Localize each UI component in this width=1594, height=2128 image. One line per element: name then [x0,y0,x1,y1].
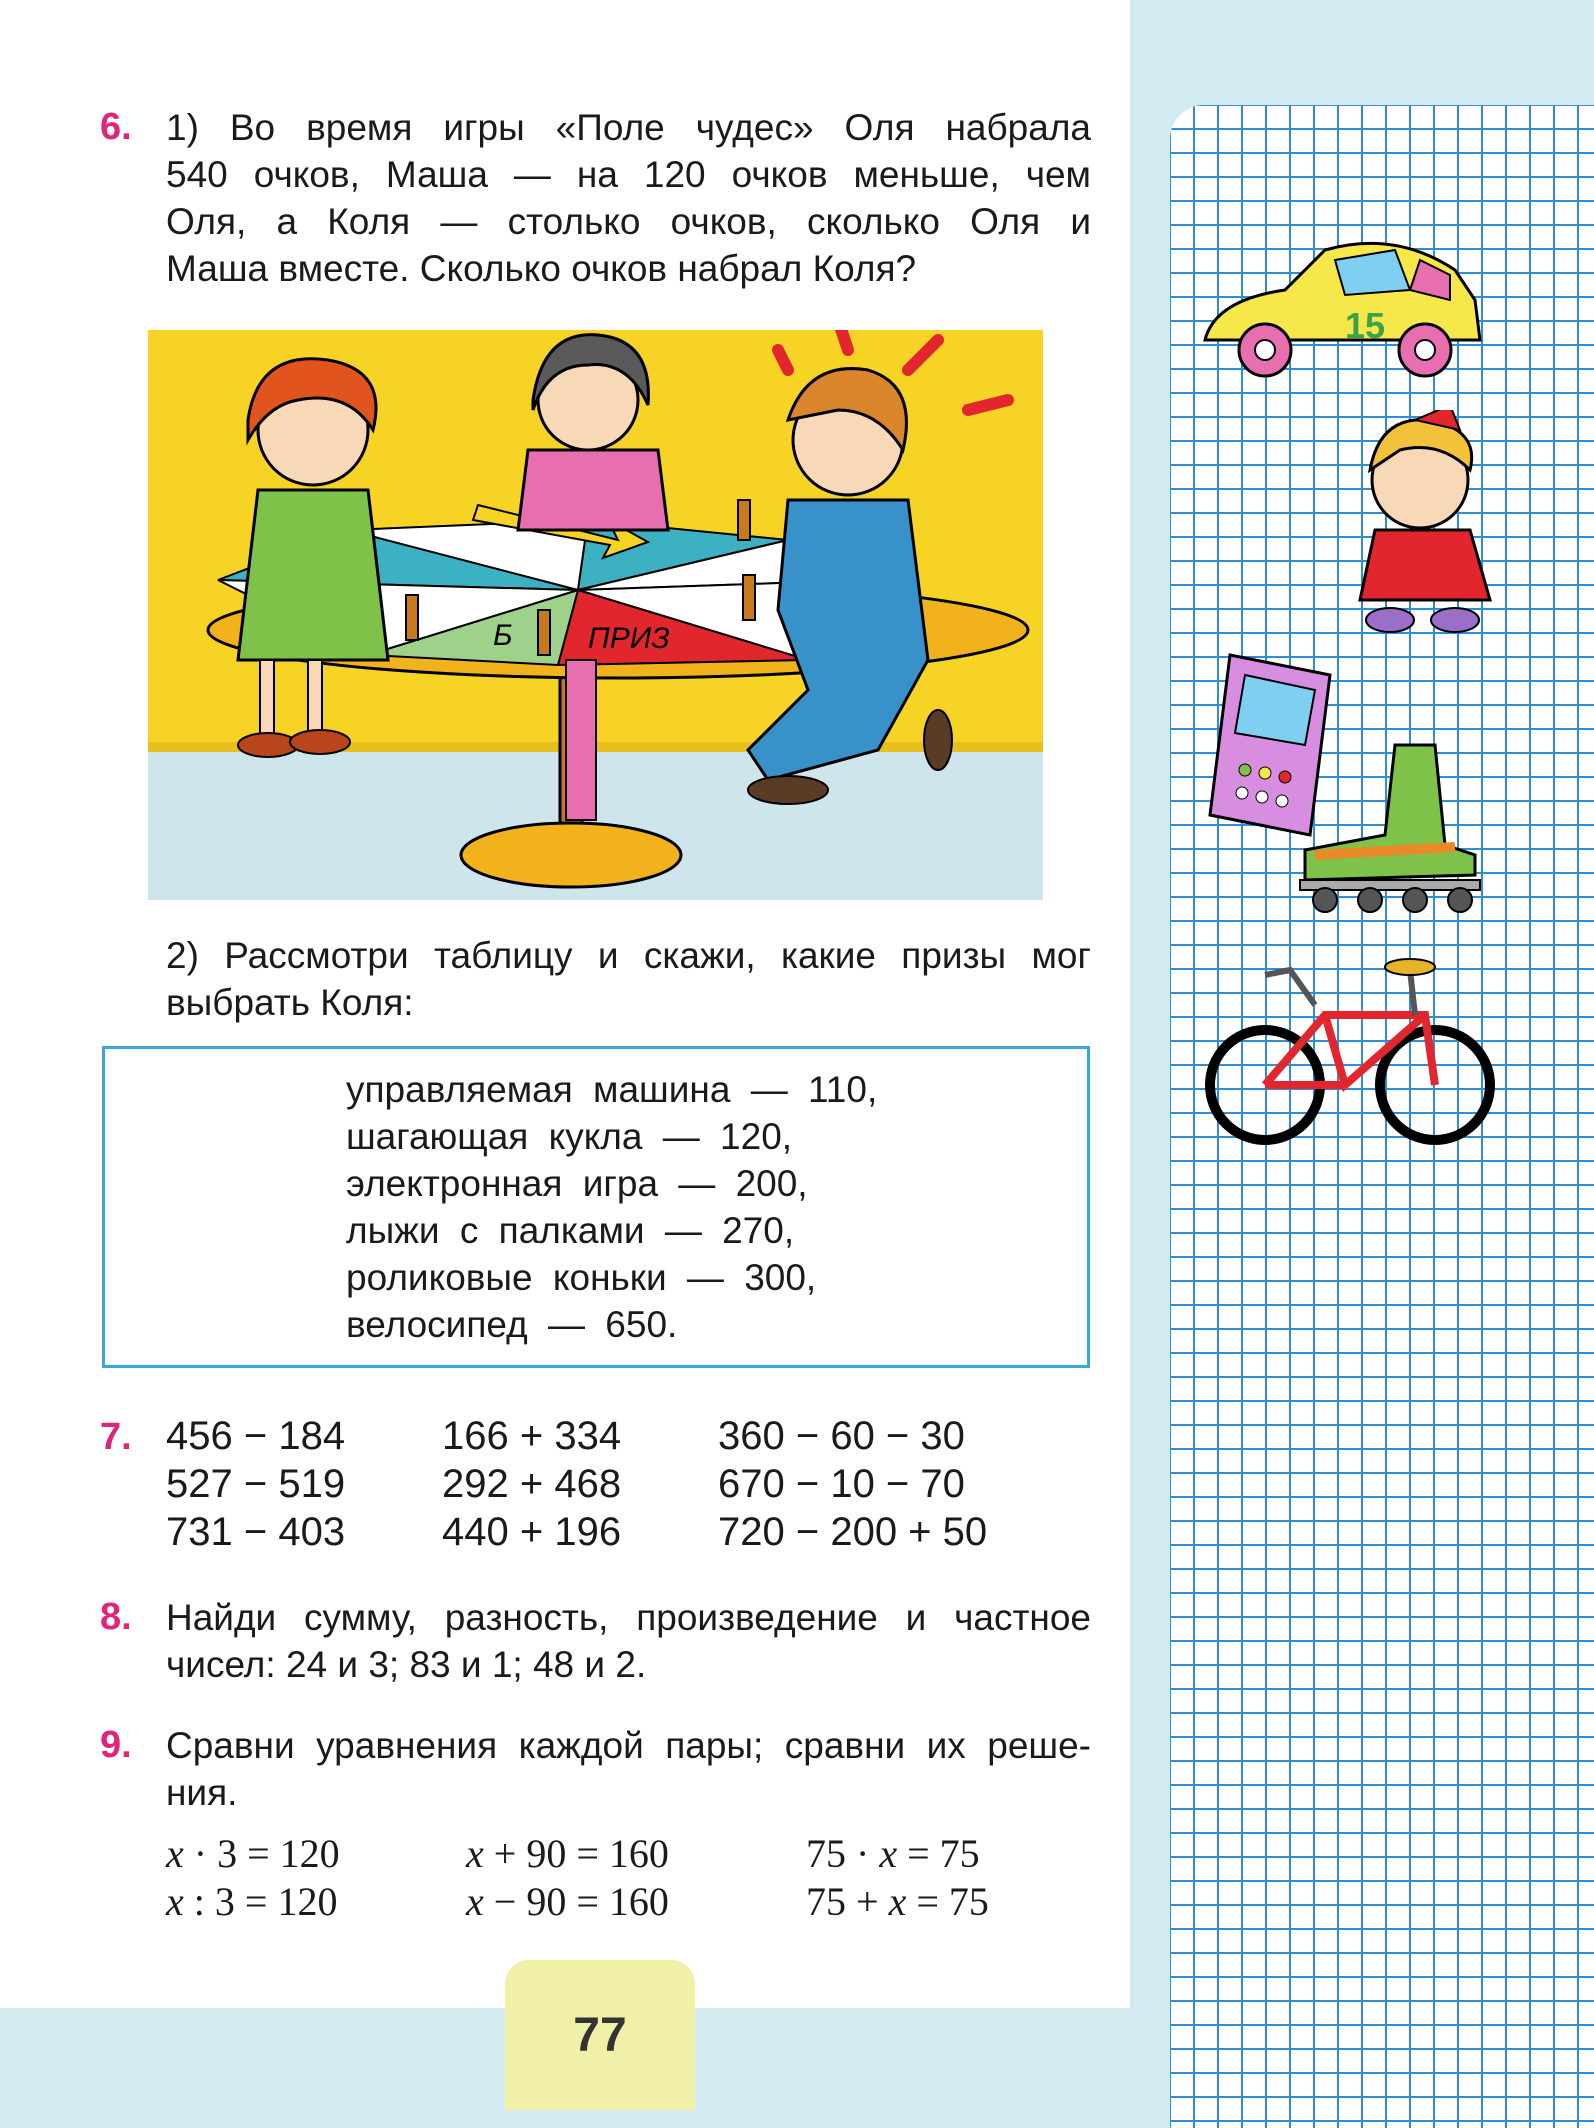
equation: x − 90 = 160 [466,1879,669,1924]
equation: 75 · x = 75 [806,1831,980,1876]
text-line: 540 очков, Маша — на 120 очков меньше, чем [166,154,1091,195]
equation: x : 3 = 120 [166,1879,338,1924]
text-line: ния. [166,1772,238,1813]
text-line: Оля, а Коля — столько очков, сколько Оля и [166,201,1091,242]
expression: 166 + 334 [442,1414,622,1458]
wheel-letter-label: Б [493,619,513,652]
task-7-column-1 [166,1412,345,1556]
illustration-svg [148,330,1043,900]
text-line: Найди сумму, разность, произведение и частное [166,1597,1091,1638]
toy-doll-illustration [1340,410,1510,640]
equation-pair-2 [466,1830,669,1926]
expression: 456 − 184 [166,1414,346,1458]
prize-row: лыжи с палками — 270, [346,1210,795,1251]
equation: 75 + x = 75 [806,1879,989,1924]
equation: x · 3 = 120 [166,1831,340,1876]
expression: 670 − 10 − 70 [718,1462,965,1506]
prize-row: управляемая машина — 110, [346,1069,878,1110]
equation-pair-3 [806,1830,989,1926]
task-9-text [166,1722,1091,1816]
equation-pair-1 [166,1830,340,1926]
expression: 360 − 60 − 30 [718,1414,965,1458]
task-6-part2 [166,932,1091,1026]
expression: 731 − 403 [166,1510,346,1554]
prize-row: роликовые коньки — 300, [346,1257,817,1298]
toy-bicycle-illustration [1195,945,1505,1145]
prize-row: шагающая кукла — 120, [346,1116,793,1157]
prize-row: велосипед — 650. [346,1304,678,1345]
text-line: 2) Рассмотри таблицу и скажи, какие призы мог [166,935,1091,976]
text-line: Сравни уравнения каждой пары; сравни их реше- [166,1725,1091,1766]
toy-car-number: 15 [1345,305,1386,346]
task-6-number: 6. [100,106,132,148]
task-7-number: 7. [100,1416,132,1458]
text-line: Маша вместе. Сколько очков набрал Коля? [166,248,917,289]
expression: 720 − 200 + 50 [718,1510,988,1554]
task-9-number: 9. [100,1724,132,1766]
prize-table [346,1066,877,1348]
task-6-part1 [166,104,1091,292]
task-8-text [166,1594,1091,1688]
expression: 292 + 468 [442,1462,622,1506]
expression: 527 − 519 [166,1462,346,1506]
task-7-column-2 [442,1412,621,1556]
toy-rollerskate-illustration [1285,735,1495,915]
text-line: чисел: 24 и 3; 83 и 1; 48 и 2. [166,1644,647,1685]
field-of-wonders-illustration [148,330,1043,900]
expression: 440 + 196 [442,1510,622,1554]
page-number: 77 [505,1960,695,2110]
toy-car-illustration [1195,220,1495,390]
text-line: 1) Во время игры «Поле чудес» Оля набрала [166,107,1091,148]
task-8-number: 8. [100,1596,132,1638]
task-7-column-3 [718,1412,987,1556]
equation: x + 90 = 160 [466,1831,669,1876]
text-line: выбрать Коля: [166,982,414,1023]
prize-row: электронная игра — 200, [346,1163,808,1204]
wheel-prize-label: ПРИЗ [588,622,670,655]
